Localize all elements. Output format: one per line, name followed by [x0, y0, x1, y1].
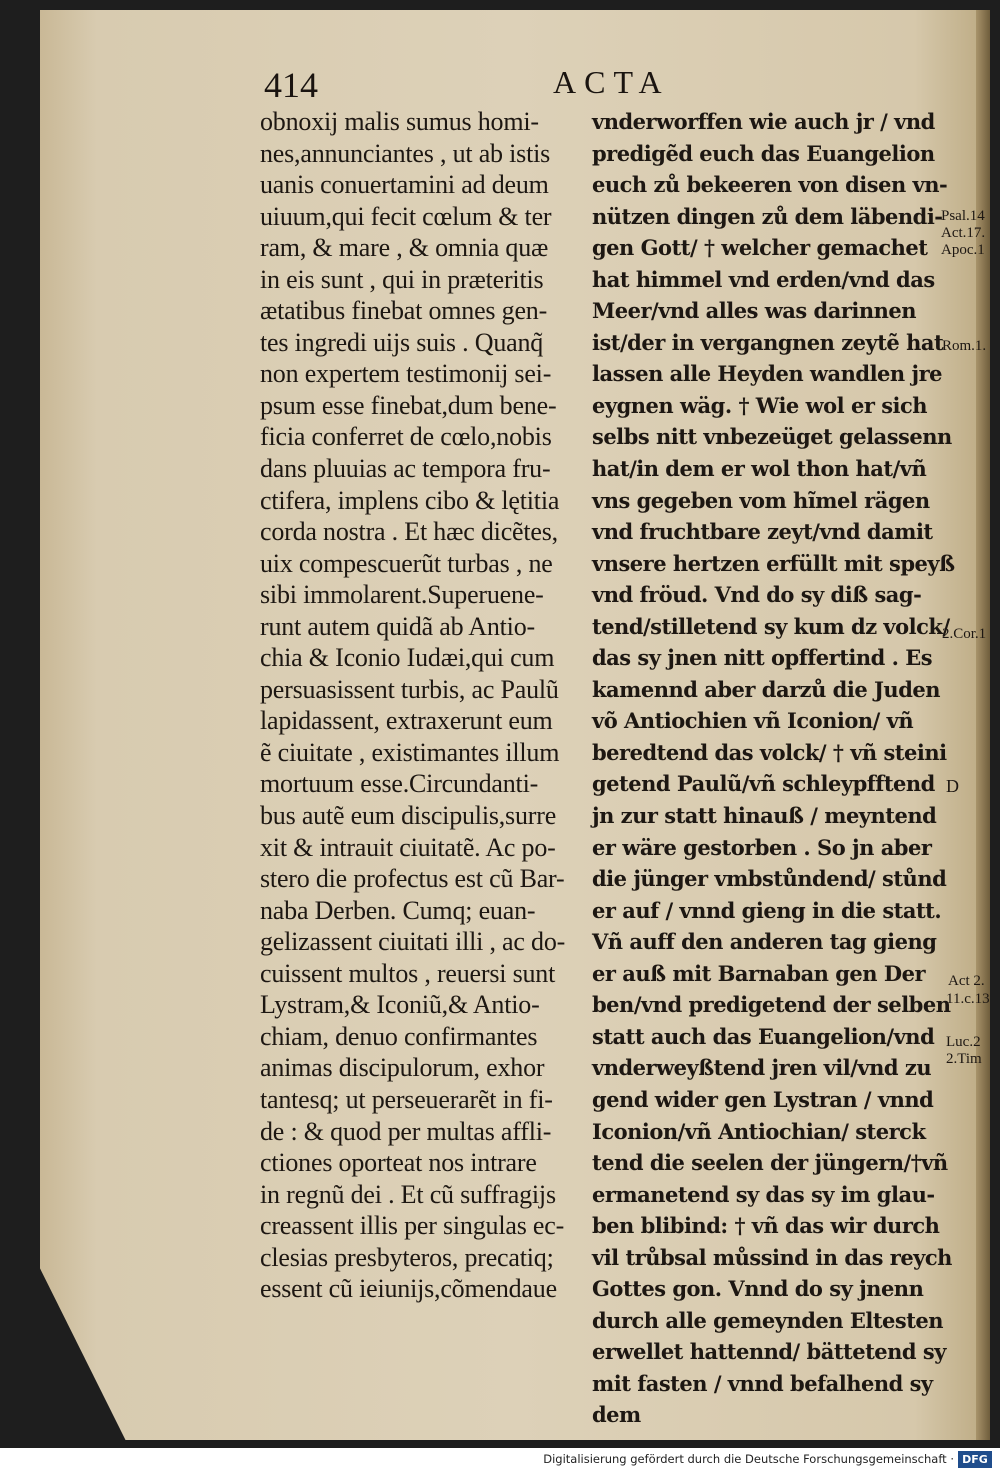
latin-text-line: ram, & mare , & omnia quæ — [260, 233, 549, 263]
german-text-line: beredtend das volck/ † vñ steini — [592, 739, 947, 765]
latin-text-line: gelizassent ciuitati illi , ac do- — [260, 927, 566, 957]
german-text-line: getend Paulũ/vñ schleypfftend — [592, 771, 935, 797]
german-text-line: mit fasten / vnnd befalhend sy — [592, 1370, 933, 1396]
latin-text-line: lapidassent, extraxerunt eum — [260, 706, 553, 736]
latin-text-line: in eis sunt , qui in præteritis — [260, 264, 544, 294]
latin-text-line: in regnũ dei . Et cũ suffragijs — [260, 1179, 556, 1209]
margin-note-act: Act.17. — [941, 225, 986, 241]
latin-text-line: ctifera, implens cibo & lętitia — [260, 485, 560, 515]
latin-text-line: animas discipulorum, exhor — [260, 1053, 545, 1083]
german-text-line: erwellet hattennd/ bättetend sy — [592, 1339, 946, 1365]
page-header — [0, 64, 1000, 104]
latin-text-line: Lystram,& Iconiũ,& Antio- — [260, 990, 540, 1020]
german-column — [592, 106, 955, 1431]
german-text-line: lassen alle Heyden wandlen jre — [592, 361, 943, 387]
running-head: ACTA — [553, 64, 670, 100]
latin-text-line: clesias presbyteros, precatiq; — [260, 1242, 554, 1272]
german-text-line: vnd fruchtbare zeyt/vnd damit — [592, 519, 933, 545]
margin-note-rom: Rom.1. — [942, 338, 987, 354]
german-text-line: kamennd aber darzů die Juden — [592, 676, 941, 702]
latin-text-line: non expertem testimonij sei- — [260, 359, 552, 389]
german-text-line: eygnen wäg. † Wie wol er sich — [592, 392, 928, 418]
german-text-line: durch alle gemeynden Eltesten — [592, 1307, 944, 1333]
latin-text-line: de : & quod per multas affli- — [260, 1116, 552, 1146]
margin-note-cor: 2.Cor.1 — [942, 626, 987, 642]
latin-text-line: tes ingredi uijs suis . Quanq̃ — [260, 327, 544, 357]
latin-text-line: mortuum esse.Circundanti- — [260, 769, 539, 799]
latin-text-line: essent cũ ieiunijs,cõmendaue — [260, 1274, 557, 1304]
german-text-line: vnderweyßtend jren vil/vnd zu — [592, 1055, 932, 1081]
german-text-line: Meer/vnd alles was darinnen — [592, 298, 917, 324]
margin-note-c13: 11.c.13 — [946, 991, 990, 1007]
german-text-line: ben blibind: † vñ das wir durch — [592, 1213, 940, 1239]
german-text-line: die jünger vmbstůndend/ stůnd — [592, 866, 947, 892]
latin-text-line: runt autem quidã ab Antio- — [260, 611, 535, 641]
latin-text-line: chia & Iconio Iudæi,qui cum — [260, 643, 555, 673]
latin-text-line: ẽ ciuitate , existimantes illum — [260, 737, 560, 767]
german-text-line: ist/der in vergangnen zeytẽ hat — [592, 329, 944, 355]
german-text-line: vnderworffen wie auch jr / vnd — [592, 109, 935, 134]
latin-text-line: xit & intrauit ciuitatẽ. Ac po- — [260, 832, 556, 862]
german-text-line: selbs nitt vnbezeüget gelassenn — [592, 424, 952, 450]
latin-text-line: psum esse finebat,dum bene- — [260, 390, 557, 420]
latin-text-line: uix compescuerũt turbas , ne — [260, 548, 553, 578]
german-text-line: er auf / vnnd gieng in die statt. — [592, 897, 942, 923]
margin-note-tim: 2.Tim — [946, 1051, 982, 1067]
latin-text-line: naba Derben. Cumq; euan- — [260, 895, 536, 925]
footer-bar — [0, 1448, 1000, 1472]
latin-text-line: persuasissent turbis, ac Paulũ — [260, 674, 559, 704]
latin-text-line: tantesq; ut perseuerarẽt in fi- — [260, 1084, 553, 1114]
latin-text-line: creassent illis per singulas ec- — [260, 1211, 565, 1241]
german-text-line: vnsere hertzen erfüllt mit speyß — [592, 550, 955, 576]
german-text-line: gend wider gen Lystran / vnnd — [592, 1086, 934, 1112]
latin-text-line: ficia conferret de cœlo,nobis — [260, 422, 552, 452]
german-text-line: Gottes gon. Vnnd do sy jnenn — [592, 1276, 924, 1302]
latin-text-line: dans pluuias ac tempora fru- — [260, 454, 551, 484]
latin-text-line: ctiones oporteat nos intrare — [260, 1148, 537, 1178]
german-text-line: tend/stilletend sy kum dz volck/ — [592, 613, 950, 639]
latin-text-line: sibi immolarent.Superuene- — [260, 580, 544, 610]
margin-note-luc: Luc.2 — [946, 1034, 981, 1050]
german-text-line: gen Gott/ † welcher gemachet — [592, 235, 928, 261]
margin-note-psal: Psal.14 — [941, 208, 985, 224]
latin-text-line: chiam, denuo confirmantes — [260, 1021, 538, 1051]
latin-text-line: uiuum,qui fecit cœlum & ter — [260, 201, 552, 231]
latin-text-line: bus autẽ eum discipulis,surre — [260, 801, 557, 831]
page-number: 414 — [264, 65, 318, 105]
german-text-line: predigẽd euch das Euangelion — [592, 140, 935, 166]
german-text-line: vnd fröud. Vnd do sy diß sag- — [592, 582, 922, 608]
latin-text-line: cuissent multos , reuersi sunt — [260, 958, 556, 988]
margin-note-d: D — [946, 776, 959, 796]
german-text-line: das sy jnen nitt opffertind . Es — [592, 645, 933, 671]
latin-text-line: ætatibus finebat omnes gen- — [260, 296, 548, 326]
latin-text-line: corda nostra . Et hæc dicẽtes, — [260, 517, 558, 547]
margin-note-act2: Act 2. — [948, 973, 985, 989]
german-text-line: er auß mit Barnaban gen Der — [592, 960, 926, 986]
german-text-line: euch zů bekeeren von disen vn- — [592, 172, 948, 198]
german-text-line: ben/vnd predigetend der selben — [592, 992, 951, 1018]
german-text-line: er wäre gestorben . So jn aber — [592, 834, 932, 860]
german-text-line: Vñ auff den anderen tag gieng — [592, 929, 937, 955]
german-text-line: vns gegeben vom hĩmel rägen — [592, 487, 930, 513]
german-text-line: ermanetend sy das sy im glau- — [592, 1181, 935, 1207]
latin-text-line: nes,annunciantes , ut ab istis — [260, 138, 551, 168]
german-text-line: võ Antiochien vñ Iconion/ vñ — [592, 708, 914, 734]
german-text-line: dem — [592, 1402, 641, 1428]
latin-text-line: stero die profectus est cũ Bar- — [260, 864, 565, 894]
latin-text-line: uanis conuertamini ad deum — [260, 170, 549, 200]
digitization-credit: Digitalisierung gefördert durch die Deutsche Forschungsgemeinschaft · — [543, 1452, 954, 1466]
german-text-line: hat himmel vnd erden/vnd das — [592, 266, 935, 292]
margin-note-apoc: Apoc.1 — [941, 242, 985, 258]
german-text-line: Iconion/vñ Antiochian/ sterck — [592, 1118, 926, 1144]
dfg-logo: DFG — [958, 1451, 992, 1468]
latin-text-line: obnoxij malis sumus homi- — [260, 107, 539, 136]
latin-column — [260, 106, 590, 1305]
german-text-line: tend die seelen der jüngern/†vñ — [592, 1150, 948, 1176]
german-text-line: nützen dingen zů dem läbendi- — [592, 203, 943, 229]
german-text-line: statt auch das Euangelion/vnd — [592, 1023, 935, 1049]
german-text-line: hat/in dem er wol thon hat/vñ — [592, 456, 927, 482]
german-text-line: jn zur statt hinauß / meyntend — [592, 803, 937, 829]
german-text-line: vil trůbsal můssind in das reych — [592, 1244, 952, 1270]
